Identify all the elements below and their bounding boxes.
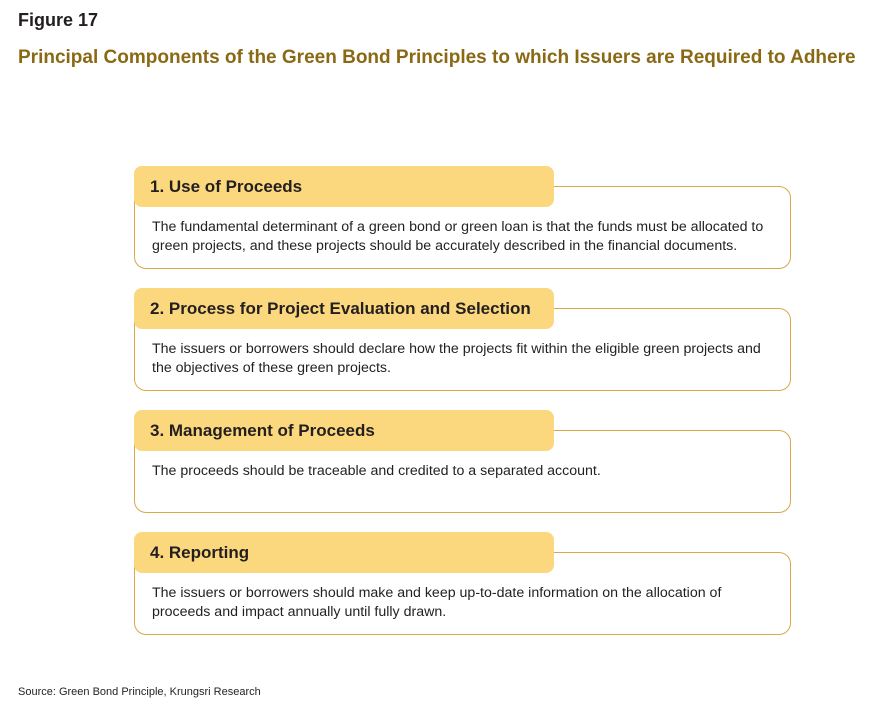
figure-label: Figure 17 [18,10,99,30]
card-description: The proceeds should be traceable and credited to a separated account. [152,463,601,479]
card-heading: 2. Process for Project Evaluation and Selection [134,288,554,329]
card-heading: 3. Management of Proceeds [134,410,554,451]
source-note: Source: Green Bond Principle, Krungsri Research [18,686,261,698]
card-description: The issuers or borrowers should declare how the projects fit within the eligible green projects and the objectives of these green projects. [152,341,761,376]
card-description: The issuers or borrowers should make and keep up-to-date information on the allocation of proceeds and impact annually until fully drawn. [152,585,722,620]
card-heading: 1. Use of Proceeds [134,166,554,207]
figure-title: Principal Components of the Green Bond Principles to which Issuers are Required to Adhere [18,47,856,68]
card-heading: 4. Reporting [134,532,554,573]
card-description: The fundamental determinant of a green bond or green loan is that the funds must be allocated to green projects, and these projects should be accurately described in the financial documents. [152,219,764,254]
